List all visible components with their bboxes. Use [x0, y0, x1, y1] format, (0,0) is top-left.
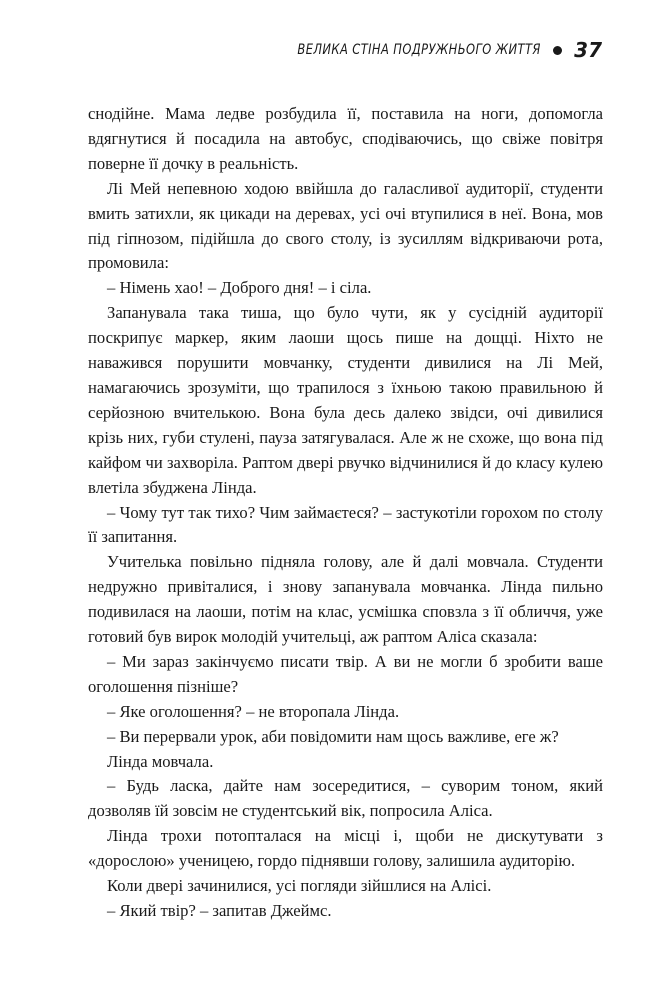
page-number: 37 — [574, 38, 602, 62]
body-text — [88, 102, 603, 924]
paragraph: Лінда мовчала. — [107, 751, 214, 771]
paragraph: Запанувала така тиша, що було чути, як у сусідній аудиторії поскрипує маркер, яким лаоши щось пише на дощці. Ніхто не наважився порушити мовчанку, студенти дивилися на Лі Мей, намагаючись зрозуміти, що трапилося з їхньою такою правильною й серйозною вчителькою. Вона була десь далеко звідси, очі дивилися крізь них, губи стулені, пауза затягувалася. Але ж не схоже, що вона під кайфом чи захворіла. Раптом двері рвучко відчинилися й до класу кулею влетіла збуджена Лінда. — [88, 303, 603, 497]
paragraph: – Яке оголошення? – не второпала Лінда. — [107, 701, 400, 721]
paragraph: – Який твір? – запитав Джеймс. — [107, 901, 332, 920]
paragraph: – Ви перервали урок, аби повідомити нам щось важливе, еге ж? — [107, 726, 559, 746]
paragraph: Коли двері зачинилися, усі погляди зійшлися на Алісі. — [107, 876, 492, 896]
bullet-icon — [553, 46, 562, 55]
paragraph: снодійне. Мама ледве розбудила її, поставила на ноги, допомогла вдягнутися й посадила на автобус, сподіваючись, що свіже повітря поверне її дочку в реальність. — [88, 104, 603, 173]
paragraph: Лінда трохи потопталася на місці і, щоби не дискутувати з «дорослою» ученицею, гордо піднявши голову, залишила аудиторію. — [88, 826, 603, 871]
paragraph: – Ми зараз закінчуємо писати твір. А ви не могли б зробити ваше оголошення пізніше? — [88, 651, 603, 696]
paragraph: – Чому тут так тихо? Чим займаєтеся? – застукотіли горохом по столу її запитання. — [88, 502, 603, 547]
running-header — [244, 38, 602, 62]
paragraph: Учителька повільно підняла голову, але й далі мовчала. Студенти недружно привіталися, і знову запанувала мовчанка. Лінда пильно подивилася на лаоши, потім на клас, усмішка сповзла з її обличчя, уже готовий був вирок молодій учительці, аж раптом Аліса сказала: — [88, 552, 603, 647]
running-title: ВЕЛИКА СТІНА ПОДРУЖНЬОГО ЖИТТЯ — [297, 42, 542, 58]
paragraph: Лі Мей непевною ходою ввійшла до галасливої аудиторії, студенти вмить затихли, як цикади на деревах, усі очі втупилися в неї. Вона, мов під гіпнозом, підійшла до свого столу, із зусиллям відкриваючи рота, промовила: — [88, 178, 603, 273]
paragraph: – Німень хао! – Доброго дня! – і сіла. — [107, 278, 372, 298]
paragraph: – Будь ласка, дайте нам зосередитися, – суворим тоном, який дозволяв їй зовсім не студентський вік, попросила Аліса. — [88, 776, 603, 821]
